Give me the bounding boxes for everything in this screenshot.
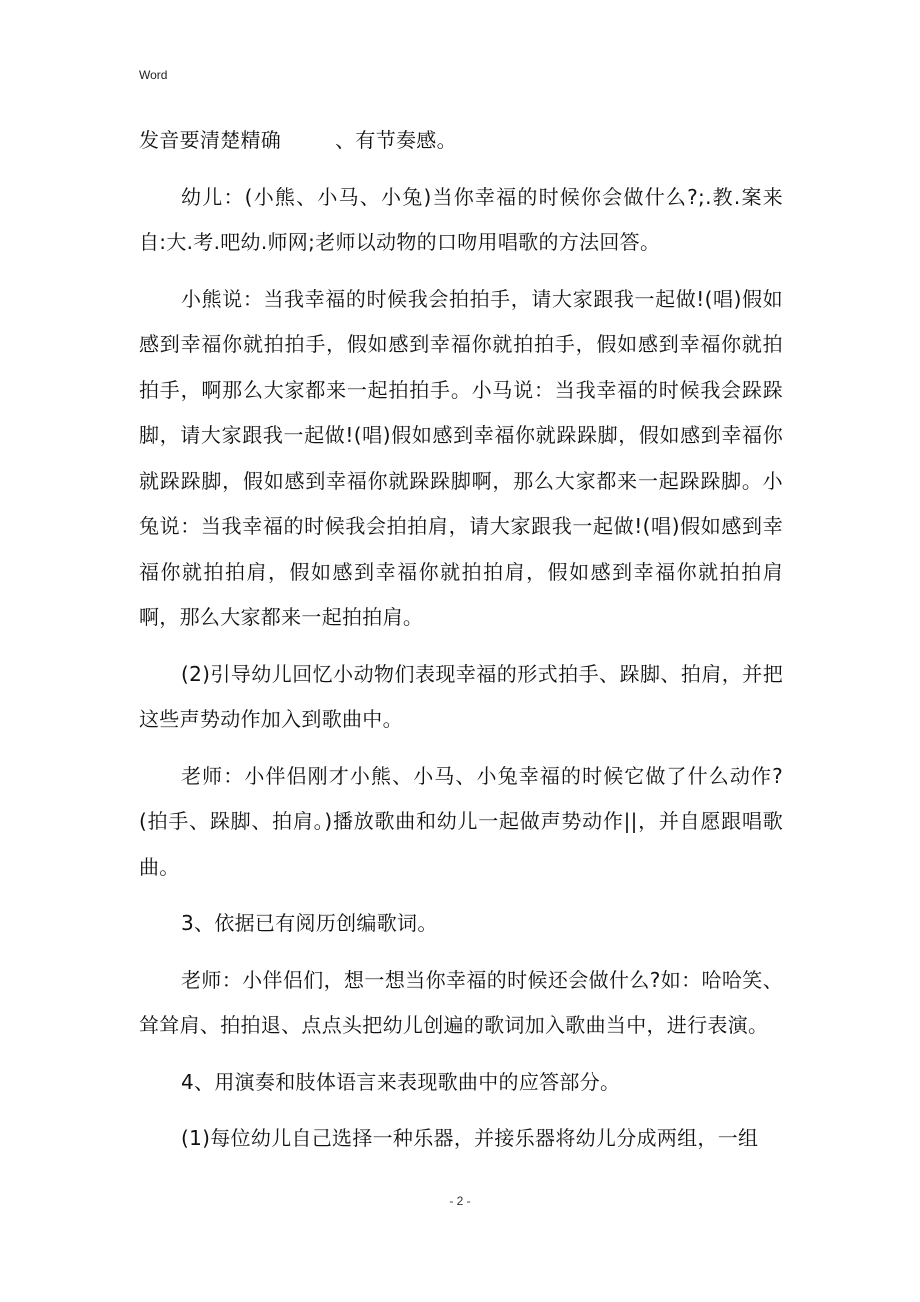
paragraph-step-3-heading: 3、依据已有阅历创编歌词。 <box>181 911 438 935</box>
paragraph-step-4-heading: 4、用演奏和肢体语言来表现歌曲中的应答部分。 <box>181 1069 621 1094</box>
document-body <box>139 118 783 1173</box>
paragraph-teacher-create-lyrics: 老师：小伴侣们，想一想当你幸福的时候还会做什么?如：哈哈笑、耸耸肩、拍拍退、点点头把幼儿创遍的歌词加入歌曲当中，进行表演。 <box>139 967 783 1037</box>
opening-line-text-a: 发音要清楚精确 <box>139 128 282 152</box>
paragraph-opening-line <box>139 118 783 164</box>
opening-line-text-b: 、有节奏感。 <box>335 128 457 152</box>
page-number: - 2 - <box>449 1194 471 1208</box>
paragraph-step-4-sub-1: (1)每位幼儿自己选择一种乐器，并接乐器将幼儿分成两组，一组 <box>181 1126 759 1150</box>
header-word-label: Word <box>139 68 168 82</box>
paragraph-children-answer: 幼儿：(小熊、小马、小兔)当你幸福的时候你会做什么?;.教.案来自:大.考.吧幼.师网;老师以动物的口吻用唱歌的方法回答。 <box>139 184 783 254</box>
paragraph-teacher-question: 老师：小伴侣刚才小熊、小马、小兔幸福的时候它做了什么动作?(拍手、跺脚、拍肩。)播放歌曲和幼儿一起做声势动作||，并自愿跟唱歌曲。 <box>139 763 783 879</box>
paragraph-step-2-guide: (2)引导幼儿回忆小动物们表现幸福的形式拍手、跺脚、拍肩，并把这些声势动作加入到歌曲中。 <box>139 661 783 731</box>
paragraph-animal-songs: 小熊说：当我幸福的时候我会拍拍手，请大家跟我一起做!(唱)假如感到幸福你就拍拍手，假如感到幸福你就拍拍手，假如感到幸福你就拍拍手，啊那么大家都来一起拍拍手。小马说：当我幸福的时候我会跺跺脚，请大家跟我一起做!(唱)假如感到幸福你就跺跺脚，假如感到幸福你就跺跺脚，假如感到幸福你就跺跺脚啊，那么大家都来一起跺跺脚。小兔说：当我幸福的时候我会拍拍肩，请大家跟我一起做!(唱)假如感到幸福你就拍拍肩，假如感到幸福你就拍拍肩，假如感到幸福你就拍拍肩啊，那么大家都来一起拍拍肩。 <box>139 286 783 629</box>
